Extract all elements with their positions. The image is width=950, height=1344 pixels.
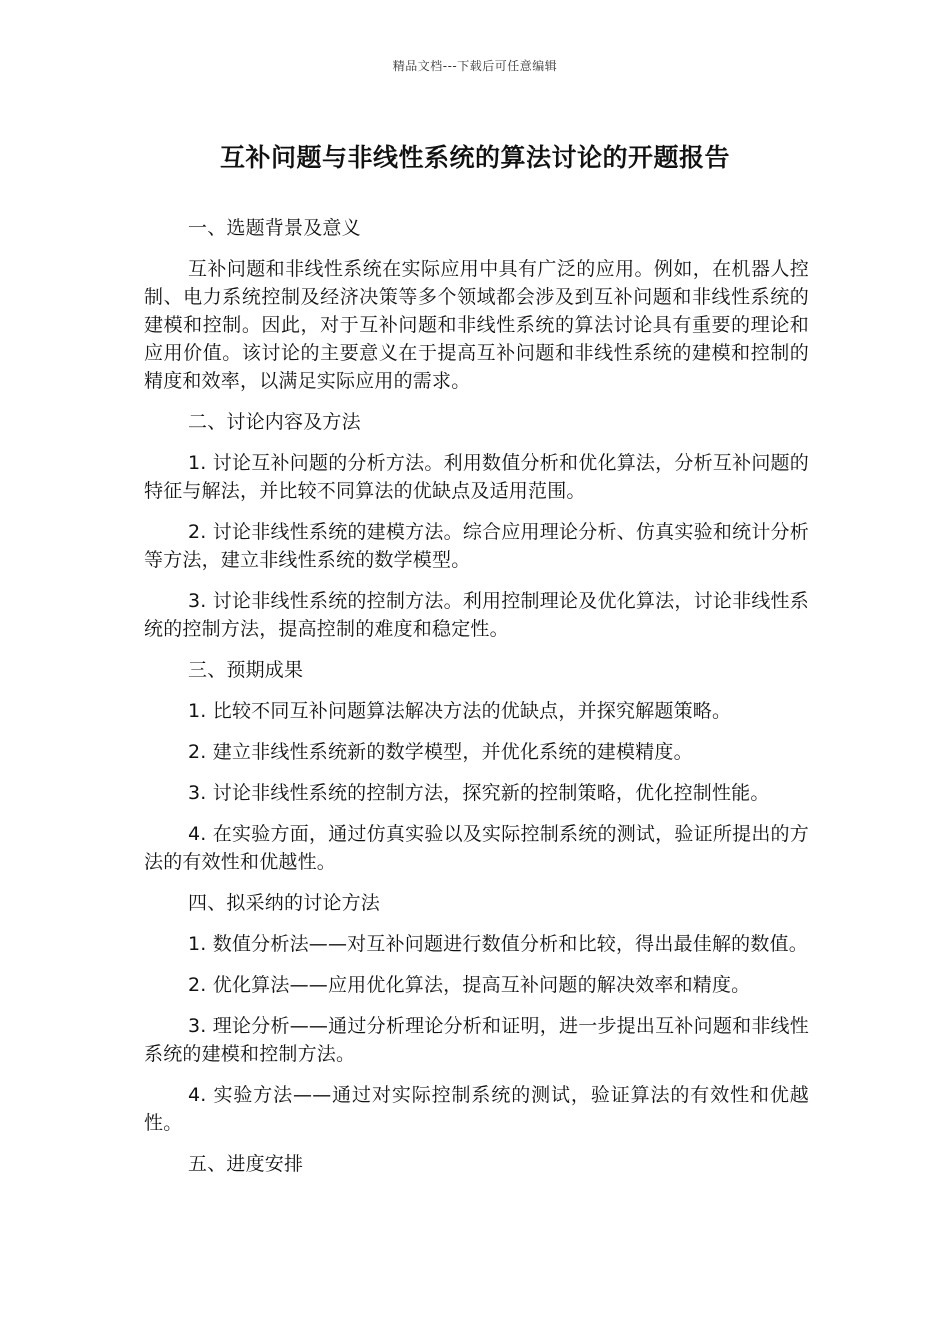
list-item: 1. 比较不同互补问题算法解决方法的优缺点，并探究解题策略。 [188,700,732,722]
section-heading-background: 一、选题背景及意义 [188,217,361,239]
list-item: 3. 讨论非线性系统的控制方法。利用控制理论及优化算法，讨论非线性系统的控制方法，提高控制的难度和稳定性。 [144,590,809,640]
list-item: 4. 在实验方面，通过仿真实验以及实际控制系统的测试，验证所提出的方法的有效性和优越性。 [144,823,809,873]
document-body [144,214,809,1191]
list-item: 3. 讨论非线性系统的控制方法，探究新的控制策略，优化控制性能。 [188,782,770,804]
list-item: 2. 建立非线性系统新的数学模型，并优化系统的建模精度。 [188,741,693,763]
paragraph-background: 互补问题和非线性系统在实际应用中具有广泛的应用。例如，在机器人控制、电力系统控制及经济决策等多个领域都会涉及到互补问题和非线性系统的建模和控制。因此，对于互补问题和非线性系统的算法讨论具有重要的理论和应用价值。该讨论的主要意义在于提高互补问题和非线性系统的建模和控制的精度和效率，以满足实际应用的需求。 [144,258,809,392]
document-title: 互补问题与非线性系统的算法讨论的开题报告 [219,143,730,172]
list-item: 1. 数值分析法——对互补问题进行数值分析和比较，得出最佳解的数值。 [188,933,808,955]
header-watermark: 精品文档---下载后可任意编辑 [392,59,558,73]
section-heading-content-methods: 二、讨论内容及方法 [188,411,361,433]
section-heading-expected-results: 三、预期成果 [188,659,304,681]
list-item: 2. 优化算法——应用优化算法，提高互补问题的解决效率和精度。 [188,974,751,996]
list-item: 4. 实验方法——通过对实际控制系统的测试，验证算法的有效性和优越性。 [144,1084,809,1134]
section-heading-research-methods: 四、拟采纳的讨论方法 [188,892,381,914]
list-item: 2. 讨论非线性系统的建模方法。综合应用理论分析、仿真实验和统计分析等方法，建立非线性系统的数学模型。 [144,521,809,571]
list-item: 3. 理论分析——通过分析理论分析和证明，进一步提出互补问题和非线性系统的建模和控制方法。 [144,1015,809,1065]
section-heading-schedule: 五、进度安排 [188,1153,304,1175]
list-item: 1. 讨论互补问题的分析方法。利用数值分析和优化算法，分析互补问题的特征与解法，并比较不同算法的优缺点及适用范围。 [144,452,809,502]
